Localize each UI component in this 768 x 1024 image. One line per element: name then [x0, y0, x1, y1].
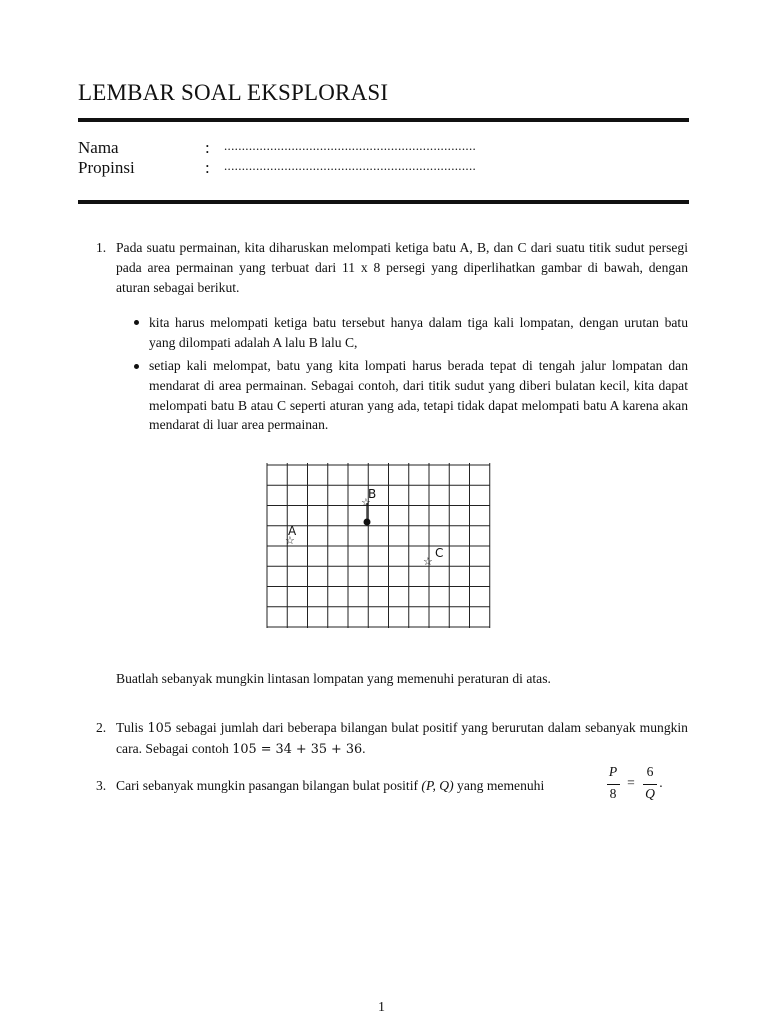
problem-1-bullet-2: setiap kali melompat, batu yang kita lompati harus berada tepat di tengah jalur lompatan dan mendarat di area permainan. Sebagai contoh, dari titik sudut yang diberi bulatan kecil, kita dapat melompati batu B atau C seperti aturan yang ada, tetapi tidak dapat melompati batu A karena akan mendarat di luar area permainan.	[149, 358, 688, 433]
problem-1-text: Pada suatu permainan, kita diharuskan melompati ketiga batu A, B, dan C dari suatu titik sudut persegi pada area permainan yang terbuat dari 11 x 8 persegi yang diperlihatkan gambar di bawah, dengan aturan sebagai berikut.	[116, 240, 688, 295]
equals-sign: =	[627, 775, 635, 790]
fraction-1-bar	[607, 784, 620, 785]
game-grid-figure	[260, 458, 500, 628]
stone-label-b: B	[368, 487, 377, 501]
bullet-dot-1	[134, 320, 139, 325]
name-blank[interactable]: .......................................................................	[224, 138, 477, 153]
star-stone-c	[435, 546, 443, 560]
svg-text:☆: ☆	[285, 534, 295, 547]
problem-2-number: 2.	[96, 720, 107, 735]
fraction-1-denominator: 8	[609, 786, 617, 801]
problem-3-text	[116, 776, 596, 796]
problem-2-text-a: Tulis	[116, 720, 148, 735]
fraction-2-numerator: 6	[646, 764, 654, 779]
fraction-2-denominator: Q	[645, 786, 655, 801]
problem-3-text-b: yang memenuhi	[453, 778, 545, 793]
problem-2-text-b: sebagai jumlah dari beberapa bilangan bulat positif yang berurutan dalam sebanyak mungkin cara. Sebagai contoh	[116, 720, 688, 756]
name-colon: :	[205, 138, 210, 157]
province-colon: :	[205, 158, 210, 177]
svg-text:☆: ☆	[361, 496, 371, 509]
fraction-1-numerator: P	[608, 764, 618, 779]
header-top-rule	[78, 118, 689, 122]
equation-period: .	[659, 775, 663, 790]
province-label: Propinsi	[78, 158, 135, 177]
bullet-dot-2	[134, 364, 139, 369]
page-title: LEMBAR SOAL EKSPLORASI	[78, 80, 389, 105]
svg-text:☆: ☆	[423, 555, 433, 568]
problem-3-text-a: Cari sebanyak mungkin pasangan bilangan bulat positif	[116, 778, 422, 793]
problem-2-text	[116, 718, 688, 760]
star-stone-b	[368, 487, 376, 501]
province-blank[interactable]: .......................................................................	[224, 158, 477, 173]
problem-1-number: 1.	[96, 240, 107, 255]
problem-2-text-c: .	[362, 740, 366, 756]
page-number: 1	[378, 1000, 385, 1015]
fraction-2-bar	[643, 784, 657, 785]
stone-label-a: A	[288, 524, 297, 538]
problem-2-number-105: 105	[147, 721, 172, 736]
name-label: Nama	[78, 138, 119, 157]
grid-lines	[267, 463, 490, 628]
header-bottom-rule	[78, 200, 689, 204]
problem-1-closing: Buatlah sebanyak mungkin lintasan lompatan yang memenuhi peraturan di atas.	[116, 671, 551, 686]
star-stone-a	[288, 524, 297, 538]
problem-3-number: 3.	[96, 778, 107, 793]
problem-2-example: 105 = 34 + 35 + 36	[232, 741, 363, 757]
problem-3-pair: (P, Q)	[421, 778, 454, 793]
problem-1-bullet-1: kita harus melompati ketiga batu tersebut hanya dalam tiga kali lompatan, dengan urutan batu yang dilompati adalah A lalu B lalu C,	[149, 315, 688, 350]
stone-label-c: C	[435, 546, 444, 560]
